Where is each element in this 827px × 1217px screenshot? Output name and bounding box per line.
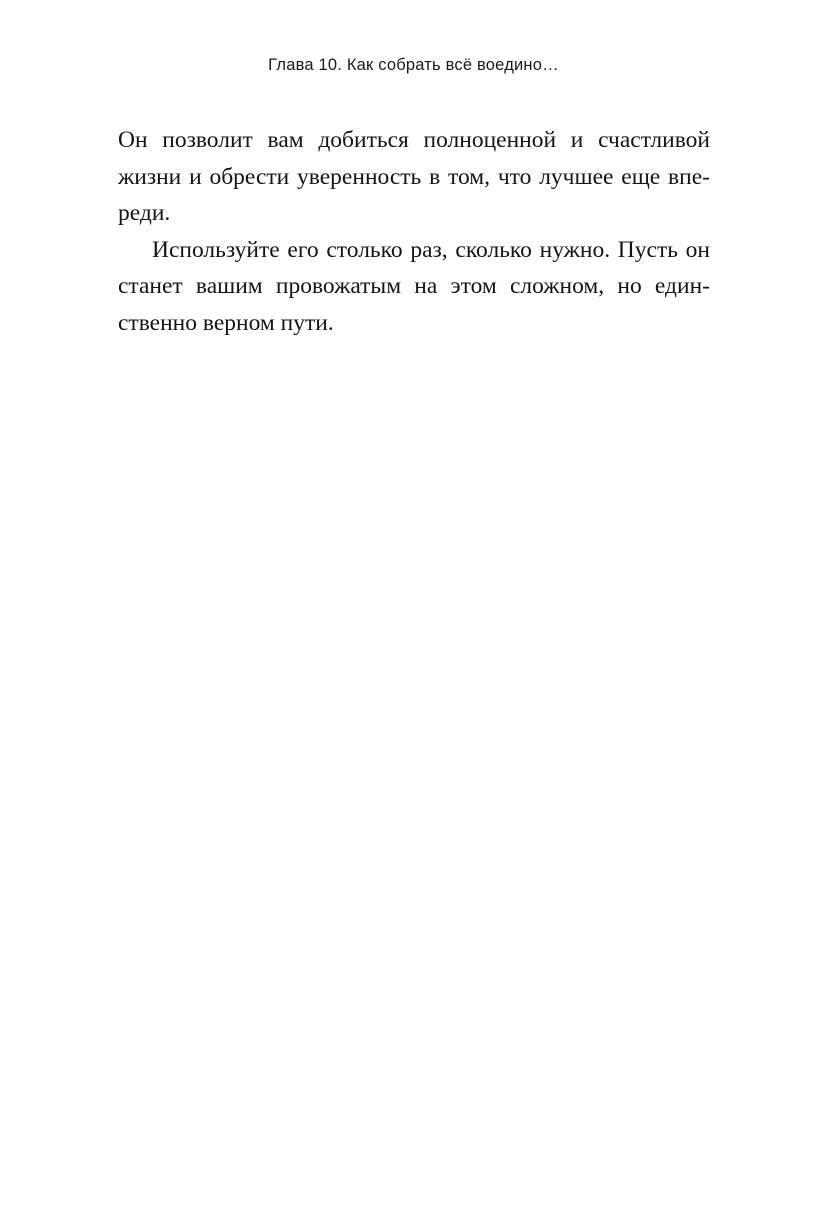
paragraph-2: Используйте его столько раз, сколько нужно. Пусть он станет вашим провожатым на этом сложном, но един-ственно верном пути. xyxy=(118,236,710,336)
running-head: Глава 10. Как собрать всё воедино… xyxy=(268,56,559,74)
paragraph-1: Он позволит вам добиться полноценной и счастливой жизни и обрести уверенность в том, что лучшее еще впе-реди. xyxy=(118,127,710,226)
body-text xyxy=(118,122,710,341)
